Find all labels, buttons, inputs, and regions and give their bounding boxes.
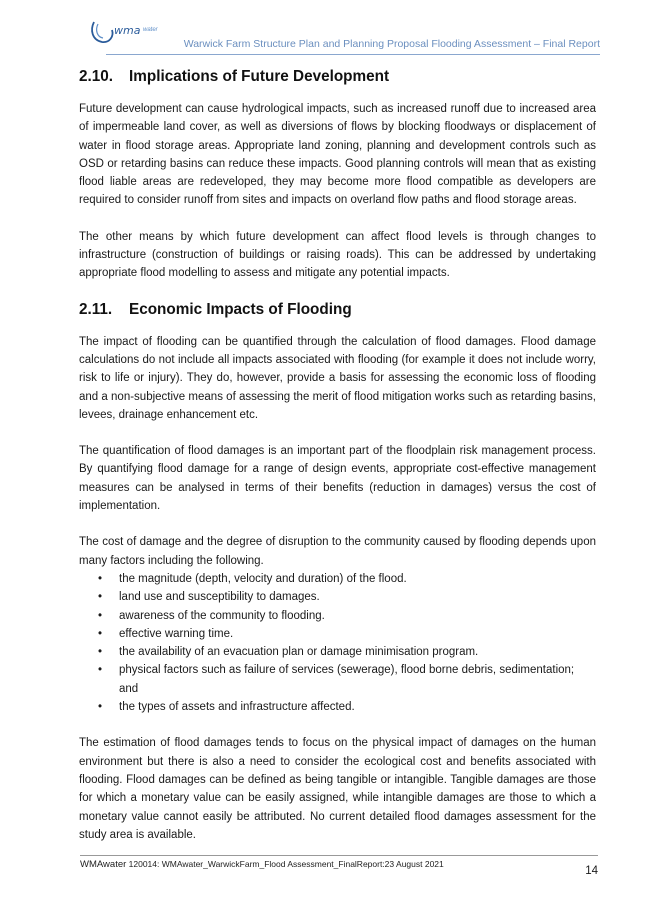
footer-ref-text: 120014: WMAwater_WarwickFarm_Flood Assessment_FinalReport:23 August 2021 — [126, 859, 444, 869]
logo-sub-text: water — [143, 27, 158, 33]
factor-list — [79, 570, 596, 716]
bullet-icon: • — [98, 664, 103, 677]
paragraph: The estimation of flood damages tends to focus on the physical impact of damages on the human environment but there is also a need to consider the ecological cost and benefits associated with flooding. Flood damages can be defined as being tangible or intangible. Tangible damages are those for which a monetary value can be easily assigned, while intangible damages are those to which a monetary value cannot easily be attributed. No current detailed flood damages assessment for the study area is available. — [79, 737, 596, 841]
section-heading-2-10 — [79, 68, 596, 86]
bullet-icon: • — [98, 701, 103, 714]
paragraph: The impact of flooding can be quantified through the calculation of flood damages. Flood damage calculations do not include all impacts associated with flooding (for example it does not include worry, risk to life or injury). They do, however, provide a basis for assessing the economic loss of flooding and a non-subjective means of assessing the merit of flood mitigation works such as retarding basins, levees, drainage enhancement etc. — [79, 335, 596, 421]
bullet-icon: • — [98, 591, 103, 604]
footer-reference — [80, 859, 598, 870]
section-number: 2.11. — [79, 300, 113, 318]
section-title: Economic Impacts of Flooding — [129, 300, 352, 318]
paragraph: The other means by which future development can affect flood levels is through changes to infrastructure (construction of buildings or raising roads). This can be addressed by undertaking appropriate flood modelling to assess and mitigate any potential impacts. — [79, 230, 596, 280]
report-title: Warwick Farm Structure Plan and Planning Proposal Flooding Assessment – Final Report — [183, 38, 600, 50]
bullet-icon: • — [98, 627, 103, 640]
page-number: 14 — [585, 865, 598, 877]
list-item: • the availability of an evacuation plan or damage minimisation program. — [79, 643, 596, 661]
list-item: • effective warning time. — [79, 625, 596, 643]
footer-brand: WMAwater — [80, 859, 127, 870]
list-item: • the magnitude (depth, velocity and duration) of the flood. — [79, 570, 596, 588]
page-body — [79, 62, 596, 862]
list-item: • the types of assets and infrastructure affected. — [79, 698, 596, 716]
page-header — [88, 16, 600, 56]
footer-divider — [80, 855, 598, 856]
list-item: • physical factors such as failure of services (sewerage), flood borne debris, sedimentation; and — [79, 661, 596, 698]
section-heading-2-11 — [79, 301, 596, 319]
list-item: • awareness of the community to flooding. — [79, 607, 596, 625]
bullet-icon: • — [98, 646, 103, 659]
header-divider — [106, 54, 600, 55]
bullet-icon: • — [98, 609, 103, 622]
list-intro: The cost of damage and the degree of disruption to the community caused by flooding depends upon many factors including the following. — [79, 536, 596, 567]
logo-text: wma — [114, 24, 141, 37]
paragraph: Future development can cause hydrological impacts, such as increased runoff due to increased area of impermeable land cover, as well as diversions of flows by blocking floodways or displacement of water in flood storage areas. Appropriate land zoning, planning and development controls such as OSD or retarding basins can reduce these impacts. Good planning controls will mean that as existing flood liable areas are redeveloped, they may become more flood compatible as developers are required to consider runoff from sites and impacts on overland flow paths and flood storage areas. — [79, 103, 596, 207]
bullet-icon: • — [98, 572, 103, 585]
paragraph: The quantification of flood damages is an important part of the floodplain risk management process. By quantifying flood damage for a range of design events, appropriate cost-effective management measures can be analysed in terms of their benefits (reduction in damages) versus the cost of implementation. — [79, 445, 596, 513]
section-number: 2.10. — [79, 68, 114, 85]
wma-logo — [88, 16, 198, 48]
section-title: Implications of Future Development — [129, 68, 390, 85]
list-item: • land use and susceptibility to damages. — [79, 588, 596, 606]
page-footer — [80, 855, 598, 877]
